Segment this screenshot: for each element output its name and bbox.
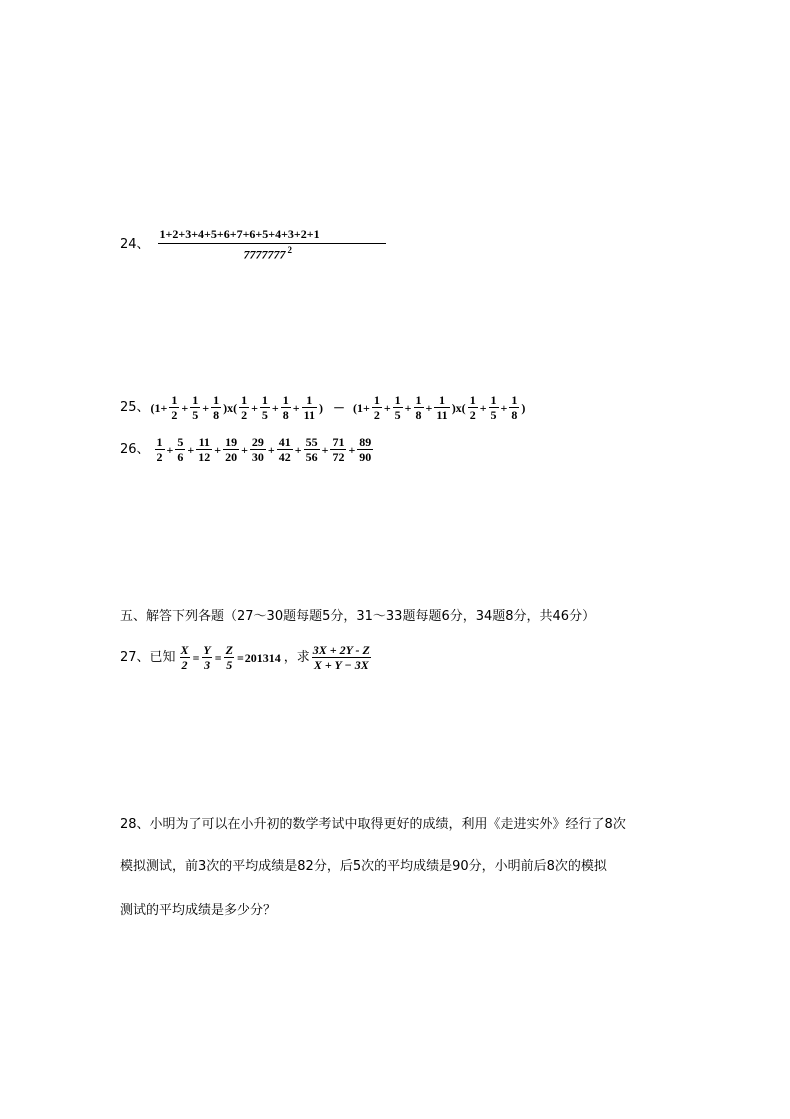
fraction xyxy=(489,394,499,421)
question-26-label: 26、 xyxy=(120,442,150,457)
numerator: Z xyxy=(225,643,233,657)
plus-sign: + xyxy=(181,400,189,415)
numerator: 1 xyxy=(511,393,518,407)
numerator: 1 xyxy=(469,393,476,407)
numerator: 1 xyxy=(282,393,289,407)
numerator: 29 xyxy=(251,435,264,449)
q25-close-paren-2: ) xyxy=(521,400,526,415)
fraction xyxy=(277,436,293,463)
plus-sign: + xyxy=(187,442,195,457)
q24-exponent: 2 xyxy=(287,245,293,255)
numerator: 1 xyxy=(156,435,163,449)
denominator: 6 xyxy=(177,450,184,464)
denominator: 11 xyxy=(303,408,315,422)
numerator: 1 xyxy=(415,393,422,407)
fraction xyxy=(190,394,200,421)
denominator: 2 xyxy=(181,658,188,672)
fraction xyxy=(250,436,266,463)
plus-sign: + xyxy=(500,400,508,415)
plus-sign: + xyxy=(267,442,275,457)
numerator: 1 xyxy=(171,393,178,407)
denominator: 90 xyxy=(359,450,372,464)
denominator: 8 xyxy=(282,408,289,422)
plus-sign: + xyxy=(214,442,222,457)
fraction xyxy=(260,394,270,421)
denominator: 56 xyxy=(305,450,318,464)
plus-sign: + xyxy=(166,442,174,457)
denominator: 5 xyxy=(226,658,233,672)
numerator: 1 xyxy=(439,393,446,407)
fraction xyxy=(414,394,424,421)
q24-fraction xyxy=(158,228,386,261)
denominator: 5 xyxy=(490,408,497,422)
question-26 xyxy=(120,436,374,463)
fraction xyxy=(304,436,320,463)
question-28-line-3: 测试的平均成绩是多少分？ xyxy=(120,903,277,918)
numerator: 3X + 2Y - Z xyxy=(312,643,370,657)
fraction xyxy=(372,394,382,421)
equals-sign: = xyxy=(214,650,222,665)
numerator: 89 xyxy=(359,435,372,449)
denominator: 2 xyxy=(156,450,163,464)
denominator: 2 xyxy=(171,408,178,422)
fraction xyxy=(357,436,373,463)
question-24-label: 24、 xyxy=(120,237,150,253)
fraction xyxy=(434,394,449,421)
numerator: 5 xyxy=(177,435,184,449)
numerator: 1 xyxy=(306,393,313,407)
numerator: 1 xyxy=(394,393,401,407)
equals-sign: = xyxy=(192,650,200,665)
q25-open-paren-2: (1+ xyxy=(352,400,370,415)
q25-open-paren-1: (1+ xyxy=(150,400,168,415)
numerator: 55 xyxy=(305,435,318,449)
plus-sign: + xyxy=(348,442,356,457)
denominator: X + Y − 3X xyxy=(313,658,369,672)
question-28-line-2: 模拟测试，前3次的平均成绩是82分，后5次的平均成绩是90分，小明前后8次的模拟 xyxy=(120,859,607,874)
q24-denominator-wrap xyxy=(158,244,293,261)
plus-sign: + xyxy=(292,400,300,415)
numerator: 1 xyxy=(490,393,497,407)
numerator: 19 xyxy=(225,435,238,449)
q25-minus: － xyxy=(332,400,345,415)
plus-sign: + xyxy=(321,442,329,457)
numerator: 71 xyxy=(332,435,345,449)
plus-sign: + xyxy=(404,400,412,415)
question-25-label: 25、 xyxy=(120,400,150,415)
numerator: 1 xyxy=(373,393,380,407)
fraction xyxy=(211,394,221,421)
numerator: Y xyxy=(203,643,211,657)
q25-times-1: )x( xyxy=(223,400,238,415)
fraction xyxy=(201,644,212,671)
numerator: 11 xyxy=(198,435,210,449)
denominator: 5 xyxy=(192,408,199,422)
q25-times-2: )x( xyxy=(451,400,466,415)
fraction xyxy=(223,436,239,463)
denominator: 8 xyxy=(415,408,422,422)
denominator: 3 xyxy=(204,658,211,672)
fraction xyxy=(175,436,185,463)
denominator: 8 xyxy=(511,408,518,422)
q24-denominator: 7777777 xyxy=(243,247,286,262)
fraction xyxy=(179,644,191,671)
plus-sign: + xyxy=(479,400,487,415)
question-27-label: 27、已知 xyxy=(120,650,176,665)
denominator: 8 xyxy=(213,408,220,422)
denominator: 30 xyxy=(251,450,264,464)
fraction xyxy=(330,436,346,463)
fraction xyxy=(169,394,179,421)
plus-sign: + xyxy=(202,400,210,415)
denominator: 2 xyxy=(373,408,380,422)
section-5-heading: 五、解答下列各题（27～30题每题5分，31～33题每题6分，34题8分，共46分） xyxy=(120,609,596,624)
q27-target-fraction xyxy=(311,644,372,671)
q24-numerator: 1+2+3+4+5+6+7+6+5+4+3+2+1 xyxy=(159,227,320,241)
fraction xyxy=(155,436,165,463)
fraction xyxy=(224,644,235,671)
denominator: 72 xyxy=(332,450,345,464)
denominator: 12 xyxy=(198,450,211,464)
fraction xyxy=(509,394,519,421)
fraction xyxy=(281,394,291,421)
question-28-line-1: 28、小明为了可以在小升初的数学考试中取得更好的成绩，利用《走进实外》经行了8次 xyxy=(120,817,626,832)
plus-sign: + xyxy=(251,400,258,415)
numerator: X xyxy=(180,643,189,657)
plus-sign: + xyxy=(241,442,248,457)
numerator: 41 xyxy=(278,435,291,449)
plus-sign: + xyxy=(383,400,391,415)
denominator: 20 xyxy=(225,450,238,464)
question-25 xyxy=(120,394,526,421)
denominator: 5 xyxy=(261,408,268,422)
denominator: 2 xyxy=(469,408,476,422)
question-24 xyxy=(120,228,386,261)
numerator: 1 xyxy=(261,393,268,407)
plus-sign: + xyxy=(271,400,279,415)
q27-value: 201314 xyxy=(244,650,281,665)
fraction xyxy=(393,394,403,421)
equals-sign: = xyxy=(236,650,244,665)
plus-sign: + xyxy=(294,442,302,457)
denominator: 2 xyxy=(241,408,248,422)
q25-close-paren-1: ) xyxy=(318,400,323,415)
denominator: 11 xyxy=(436,408,448,422)
numerator: 1 xyxy=(192,393,199,407)
numerator: 1 xyxy=(213,393,220,407)
numerator: 1 xyxy=(241,393,248,407)
denominator: 5 xyxy=(394,408,401,422)
fraction xyxy=(468,394,478,421)
q27-ask: ，求 xyxy=(283,650,310,665)
plus-sign: + xyxy=(425,400,433,415)
fraction xyxy=(302,394,317,421)
question-27 xyxy=(120,644,373,671)
denominator: 42 xyxy=(278,450,291,464)
fraction xyxy=(196,436,212,463)
fraction xyxy=(239,394,249,421)
